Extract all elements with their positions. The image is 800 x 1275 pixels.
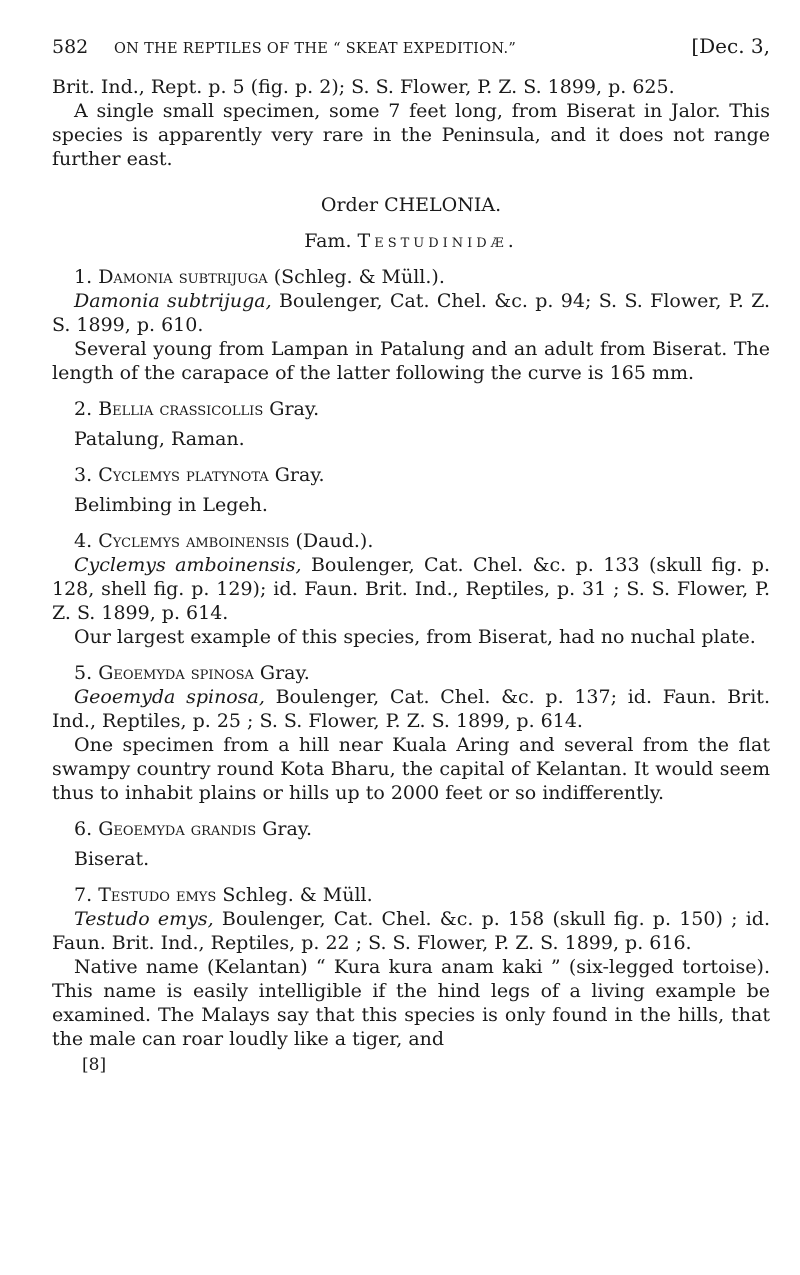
intro-note: A single small specimen, some 7 feet long, from Biserat in Jalor. This species is apparently very rare in the Peninsula, and it does not range further east. xyxy=(52,100,770,170)
species-number: 1. xyxy=(74,266,93,288)
running-title: ON THE REPTILES OF THE “ SKEAT EXPEDITION.” xyxy=(114,41,517,57)
species-authority: (Daud.). xyxy=(295,530,374,552)
species-name: Geoemyda grandis xyxy=(98,818,257,840)
species-number: 6. xyxy=(74,818,93,840)
species-name: Damonia subtrijuga xyxy=(98,266,268,288)
species-locality: Belimbing in Legeh. xyxy=(74,494,268,516)
species-name: Testudo emys xyxy=(98,884,217,906)
species-number: 5. xyxy=(74,662,93,684)
species-heading xyxy=(52,883,770,907)
page-number: 582 xyxy=(52,36,89,58)
species-authority: Schleg. & Müll. xyxy=(222,884,373,906)
page xyxy=(52,34,770,1077)
family-name: Testudinidæ. xyxy=(357,230,518,252)
species-authority: Gray. xyxy=(274,464,325,486)
running-date: [Dec. 3, xyxy=(691,34,770,58)
intro-reference: Brit. Ind., Rept. p. 5 (fig. p. 2); S. S. Flower, P. Z. S. 1899, p. 625. xyxy=(52,76,675,98)
species-heading xyxy=(52,817,770,841)
species-authority: Gray. xyxy=(269,398,320,420)
species-number: 7. xyxy=(74,884,93,906)
species-locality: Biserat. xyxy=(74,848,150,870)
species-name: Cyclemys amboinensis xyxy=(98,530,290,552)
species-heading xyxy=(52,265,770,289)
species-reference xyxy=(52,685,770,733)
species-number: 4. xyxy=(74,530,93,552)
reference-text: Boulenger, Cat. Chel. &c. p. 94; S. S. Flower, P. Z. S. 1899, p. 610. xyxy=(52,290,770,336)
reference-name: Damonia subtrijuga, xyxy=(74,290,272,312)
species-authority: Gray. xyxy=(259,662,310,684)
species-name: Bellia crassicollis xyxy=(98,398,264,420)
reference-name: Geoemyda spinosa, xyxy=(74,686,265,708)
species-number: 2. xyxy=(74,398,93,420)
species-locality: Patalung, Raman. xyxy=(74,428,245,450)
species-authority: (Schleg. & Müll.). xyxy=(273,266,445,288)
species-reference xyxy=(52,907,770,955)
species-heading xyxy=(52,397,770,421)
species-note: Our largest example of this species, from Biserat, had no nuchal plate. xyxy=(74,626,756,648)
species-heading xyxy=(52,529,770,553)
species-note: One specimen from a hill near Kuala Aring and several from the flat swampy country round Kota Bharu, the capital of Kelantan. It would seem thus to inhabit plains or hills up to 2000 feet or so indifferently. xyxy=(52,734,770,804)
family-heading xyxy=(52,229,770,253)
reference-text: Boulenger, Cat. Chel. &c. p. 137; id. Faun. Brit. Ind., Reptiles, p. 25 ; S. S. Flower, P. Z. S. 1899, p. 614. xyxy=(52,686,770,732)
family-prefix: Fam. xyxy=(304,230,352,252)
reference-text: Boulenger, Cat. Chel. &c. p. 158 (skull fig. p. 150) ; id. Faun. Brit. Ind., Reptiles, p. 22 ; S. S. Flower, P. Z. S. 1899, p. 616. xyxy=(52,908,770,954)
signature-mark: [8] xyxy=(82,1055,107,1075)
reference-text: Boulenger, Cat. Chel. &c. p. 133 (skull fig. p. 128, shell fig. p. 129); id. Faun. Brit. Ind., Reptiles, p. 31 ; S. S. Flower, P. Z. S. 1899, p. 614. xyxy=(52,554,770,624)
species-number: 3. xyxy=(74,464,93,486)
species-reference xyxy=(52,553,770,625)
species-note: Native name (Kelantan) “ Kura kura anam kaki ” (six-legged tortoise). This name is easily intelligible if the hind legs of a living example be examined. The Malays say that this species is only found in the hills, that the male can roar loudly like a tiger, and xyxy=(52,956,770,1050)
reference-name: Cyclemys amboinensis, xyxy=(74,554,302,576)
species-heading xyxy=(52,463,770,487)
order-heading: Order CHELONIA. xyxy=(320,194,502,216)
running-head xyxy=(52,34,770,61)
species-name: Cyclemys platynota xyxy=(98,464,269,486)
reference-name: Testudo emys, xyxy=(74,908,214,930)
species-name: Geoemyda spinosa xyxy=(98,662,254,684)
species-reference xyxy=(52,289,770,337)
species-heading xyxy=(52,661,770,685)
species-authority: Gray. xyxy=(262,818,313,840)
species-note: Several young from Lampan in Patalung and an adult from Biserat. The length of the carapace of the latter following the curve is 165 mm. xyxy=(52,338,770,384)
